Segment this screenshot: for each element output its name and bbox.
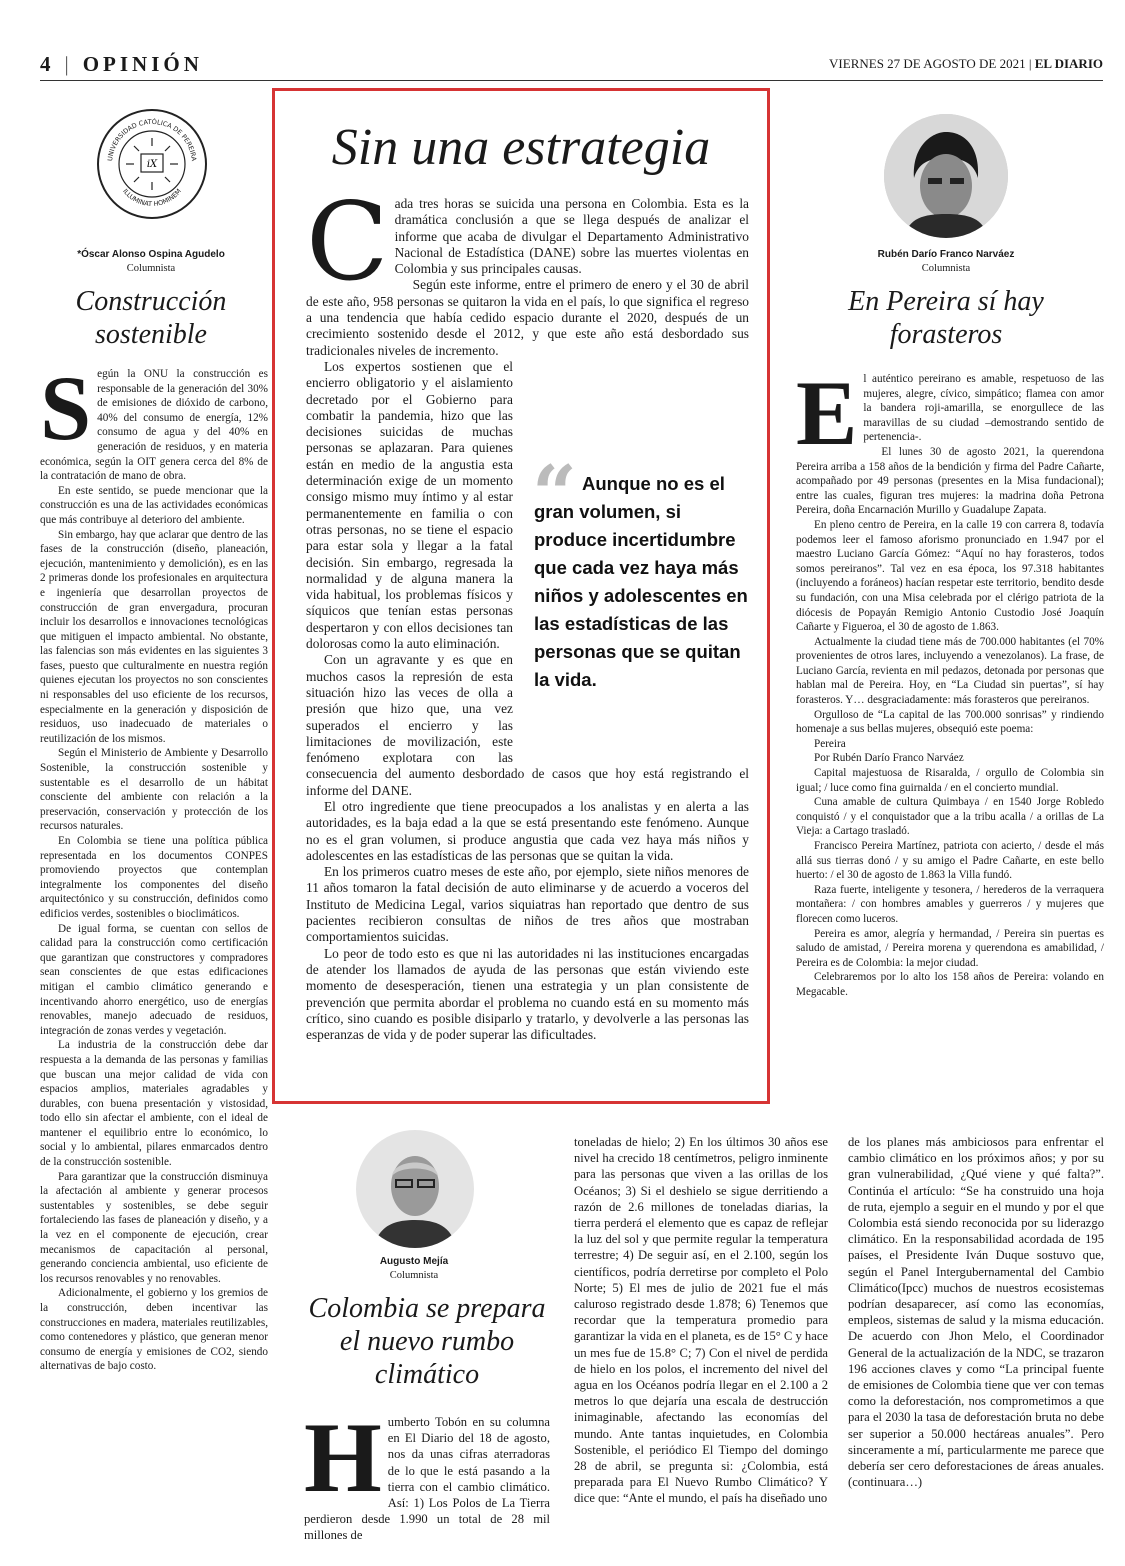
left-role: Columnista: [126, 263, 176, 274]
newspaper-name: EL DIARIO: [1034, 56, 1103, 71]
paragraph: Cuna amable de cultura Quimbaya / en 1540 Jorge Robledo conquistó / y el conquistador que a la tribu acalla / a orillas de La Vieja: a Cartago trasladó.: [796, 796, 1104, 838]
left-title: Construcción sostenible: [75, 286, 227, 350]
bottom-col2: toneladas de hielo; 2) En los últimos 30 años ese nivel ha crecido 18 centímetros, peligro inminente para las personas que viven a las orillas de los Océanos; 3) Si el deshielo se sigue derritiendo a razón de 2.6 millones de toneladas diarias, la tierra perderá el elemento que es capaz de reflejar la luz del sol y que permite regular la temperatura terrestre; 4) De seguir así, en el 2.100, según los científicos, podría derretirse por completo el Polo Norte; 5) El mes de julio de 2021 fue el más caluroso registrado desde 1.878; 6) Tenemos que recordar que la temperatura promedio para garantizar la vida en el planeta, es de 15° C y hace un mes fue de 15.8° C; 7) Con el nivel de perdida de hielo en los polos, el incremento del nivel del agua en los Océanos podría llegar en el 2.100 a 2 metros lo que dejaría una escala de destrucción inimaginable, afectando las economías del mundo. Ante tantas inquietudes, en Colombia Sostenible, el periódico El Tiempo del domingo 28 de abril, se pregunta si: ¿Colombia, está preparada para El Nuevo Rumbo Climático? Y dice que: “Ante el mundo, el país ha diseñado uno: [574, 1135, 828, 1506]
paragraph: Para garantizar que la construcción disminuya la afectación al ambiente y generar procesos sustentables y sostenibles, se debe seguir fortaleciendo las fases de planeación y diseño, y a la vez en el componente de ejecución, crear mecanismos de capacitación al personal, generando conciencia ambiental, uso eficiente de los recursos renovables y no renovables.: [40, 1170, 268, 1285]
bottom-dropcap: H: [304, 1402, 382, 1513]
bottom-title: Colombia se prepara el nuevo rumbo climático: [308, 1293, 546, 1390]
header-divider: |: [64, 52, 73, 76]
page-number: 4: [40, 52, 55, 76]
paragraph: El lunes 30 de agosto 2021, la querendona Pereira arriba a 158 años de la bendición y firma del Padre Cañarte, acompañado por 49 personas (presentes en la Misa fundacional); entre las cuales, figuran tres mujeres: la madrina doña Petrona Pereira, doña Encarnación Murillo y Guadalupe Zapata.: [796, 445, 1104, 517]
paragraph: El otro ingrediente que tiene preocupados a los analistas y en alerta a las autoridades, es la baja edad a la que se está presentando este fenómeno. Aunque no es el gran volumen, si produce angustia que cada vez haya más niños y adolescentes en las estadísticas de las personas que se quitan la vida.: [306, 798, 749, 863]
paragraph: De igual forma, se cuentan con sellos de calidad para la construcción como certificación que garantizan que constructores y compradores sean conscientes de que estas edificaciones mitigan el cambio climático generando e incentivando ahorro energético, uso de energías renovables, manejo adecuado de residuos, integración de zonas verdes y vegetación.: [40, 922, 268, 1037]
header-rule: [40, 80, 1103, 81]
paragraph: Sin embargo, hay que aclarar que dentro de las fases de la construcción (diseño, planeación, ejecución, mantenimiento y demolición), es en las 2 primeras donde los profesionales en arquitectura e ingeniería que desarrollan proyectos de construcción de gran envergadura, procuran incluir los desarrollos e innovaciones tecnológicas que mitiguen el impacto ambiental. No obstante, las falencias son más evidentes en las siguientes 3 fases, puesto que culturalmente en nuestra región quienes ejecutan los proyectos no son conscientes ni responsables del uso eficiente de los recursos, especialmente en la generación y disposición de residuos, uso inadecuado de materiales o reutilización de los mismos.: [40, 528, 268, 745]
paragraph: Francisco Pereira Martínez, patriota con acierto, / desde el más allá sus tierras donó / y su amigo el Padre Cañarte, en este bello huerto: / el 30 de agosto de 1.863 la Villa fundó.: [796, 840, 1104, 882]
paragraph: En los primeros cuatro meses de este año, por ejemplo, siete niños menores de 11 años tomaron la fatal decisión de auto eliminarse y de acuerdo a voceros del Instituto de Medicina Legal, varios siquiatras han reportado que dentro de sus pacientes recibieron consultas de niños de tres años que mostraban comportamientos suicidas.: [306, 864, 749, 945]
paragraph: Según este informe, entre el primero de enero y el 30 de abril de este año, 958 personas se quitaron la vida en el país, lo que significa el regreso a una tendencia que había cedido espacio durante el 2020, después de un crecimiento sostenido desde el 2012, y que este año está desbordado sus tradicionales niveles de incremento.: [306, 277, 749, 358]
bottom-col3: de los planes más ambiciosos para enfrentar el cambio climático en los próximos años; y por su gran vulnerabilidad, ¿Qué viene y qué falta?”. Continúa el artículo: “Se ha construido una hoja de ruta, ejemplo a seguir en el mundo y por el que Colombia está siendo reconocida por su liderazgo climático. En la responsabilidad acordada de 195 países, el Presidente Iván Duque sostuvo que, según el Panel Intergubernamental del Cambio Climático(Ipcc) muchos de nuestros ecosistemas podrían desaparecer, así como las economías, empleos, sistemas de salud y la misma educación. De acuerdo con Jhon Melo, el Coordinador General de la actualización de la NDC, se trazaron 196 acciones claves y como “La principal fuente de emisiones de Colombia tiene que ver con temas como la deforestación, nos comprometimos a que para el 2030 la tasa de deforestación bruta no debe ser superior a 50.000 hectáreas anuales”. Pero sinceramente a mí, particularmente me parece que debería ser cero deforestaciones de áreas anuales. (continuara…): [848, 1135, 1104, 1490]
paragraph: Los expertos sostienen que el encierro obligatorio y el aislamiento decretado por el Gobierno para combatir la pandemia, hizo que las decisiones suicidas de muchas personas se aplazaran. Para quienes están en medio de la angustia esta determinación exige de un momento consigo mismo muy íntimo y al estar permanentemente en familia o con otras personas, no se tiene el espacio para estar sola y llegar a la fatal decisión. Sin embargo, regresada la normalidad y de alguna manera la vida habitual, los problemas físicos y síquicos que tenían estas personas despertaron y con ellos decisiones tan dolorosas como la auto eliminación.: [306, 358, 513, 652]
quote-mark-icon: “: [532, 449, 577, 540]
paragraph: Actualmente la ciudad tiene más de 700.000 habitantes (el 70% provenientes de otros lares, incluyendo a venezolanos). La frase, de Luciano García, revienta en mil pedazos, detonada por personas que hablan mal de Pereira. Hoy, en “La Ciudad sin puertas”, sí hay forasteros. Y… desgraciadamente: más forasteros que pereiranos.: [796, 635, 1104, 707]
paragraph: Celebraremos por lo alto los 158 años de Pereira: volando en Megacable.: [796, 971, 1104, 998]
left-author: *Óscar Alonso Ospina Agudelo: [77, 249, 225, 260]
paragraph: Lo peor de todo esto es que ni las autoridades ni las instituciones encargadas de atender los llamados de ayuda de las personas que están viviendo este momento de desesperación, tienen una estrategia y un plan consistente de prevención que permita abordar el problema no cuando está en su momento más crítico, sino cuando es posible disiparlo y tratarlo, y devolverle a las personas las esperanzas de vida y de poder superar las dificultades.: [306, 945, 749, 1043]
paragraph: Orgulloso de “La capital de las 700.000 sonrisas” y rindiendo homenaje a sus bellas mujeres, obsequió este poema:: [796, 708, 1104, 736]
paragraph: Con un agravante y es que en muchos casos la represión de esta situación hizo las veces de olla a presión que hizo que, una vez superados el encierro y las limitaciones de movilización, este fenómeno explotara con las consecuencia del aumento desbordado de casos que hoy está registrando el informe del DANE.: [306, 652, 749, 798]
left-byline: [40, 248, 262, 276]
paragraph: En Colombia se tiene una política pública representada en los documentos CONPES promoviendo proyectos que contemplan integralmente los componentes del diseño arquitectónico y su construcción, definidos como edificios verdes, sostenibles o bioclimáticos.: [40, 835, 268, 920]
bottom-col1: Humberto Tobón en su columna en El Diario del 18 de agosto, nos da unas cifras aterradoras de lo que le está pasando a la tierra con el cambio climático. Así: 1) Los Polos de La Tierra perdieron desde 1.990 un total de 28 mil millones de: [304, 1402, 550, 1543]
paragraph: ada tres horas se suicida una persona en Colombia. Esta es la dramática conclusión a que se llega después de analizar el informe que acaba de divulgar el Departamento Administrativo Nacional de Estadística (DANE) sobre las muertes violentas en Colombia y sus principales causas.: [394, 196, 749, 277]
paragraph: En pleno centro de Pereira, en la calle 19 con carrera 8, todavía podemos leer el famoso aforismo pronunciado en 1.947 por el maestro Luciano García Gómez: “Aquí no hay forasteros, todos somos pereiranos”. Tal vez en esa época, los 97.318 habitantes (incluyendo a foráneos) hacían respetar este territorio, bendito desde su fundación, con una Misa celebrada por el clérigo patriota de la diócesis de Popayán Remigio Antonio Custodio José Joaquín Cañarte y Figueroa, el 30 de agosto de 1.863.: [796, 518, 1104, 634]
paragraph: Adicionalmente, el gobierno y los gremios de la construcción, deben incentivar las construcciones en madera, materiales reutilizables, como contenedores y plástico, que generan menor consumo de energía y emisiones de CO2, siendo alternativas de bajo costo.: [40, 1287, 268, 1373]
right-byline: [844, 248, 1048, 276]
paragraph: Raza fuerte, inteligente y tesonera, / herederos de la verraquera montañera: / con hombres amables y guerreros / y mujeres que florecen como luceros.: [796, 883, 1104, 925]
svg-text:UNIVERSIDAD CATÓLICA DE PEREIR: UNIVERSIDAD CATÓLICA DE PEREIRA: [106, 117, 198, 162]
left-dropcap: S: [40, 357, 92, 459]
bottom-author-photo: [356, 1130, 474, 1248]
right-author: Rubén Darío Franco Narváez: [877, 249, 1015, 260]
right-author-photo: [884, 114, 1008, 238]
paragraph: Pereira: [814, 737, 846, 750]
svg-text:ILLUMINAT HOMINEM: ILLUMINAT HOMINEM: [121, 187, 183, 209]
page-header-right: VIERNES 27 DE AGOSTO DE 2021 | EL DIARIO: [829, 56, 1103, 71]
right-title: En Pereira sí hay forasteros: [848, 286, 1044, 350]
paragraph: egún la ONU la construcción es responsable de la generación del 30% de emisiones de dióxido de carbono, 40% del consumo de energía, 12% consumo de agua y del 40% en generación de residuos, y en materia económica, según la OIT genera cerca del 8% de la contratación de mano de obra.: [40, 368, 268, 483]
paragraph: Por Rubén Darío Franco Narváez: [814, 752, 964, 765]
main-dropcap: C: [306, 180, 389, 305]
paragraph: La industria de la construcción debe dar respuesta a la demanda de las personas y familias que buscan una mejor calidad de vida con espacios amplios, materiales agradables y durables, con buena presentación y vistosidad, todo ello sin afectar el ambiente, con el ideal de mantener el equilibrio entre lo económico, lo social y lo ambiental, pilares enmarcados dentro de la construcción sostenible.: [40, 1039, 268, 1169]
university-logo: [96, 108, 208, 220]
main-title: Sin una estrategia: [331, 119, 711, 176]
left-article-body: [40, 357, 268, 1374]
right-article-body: [796, 362, 1104, 1000]
right-dropcap: E: [796, 362, 858, 464]
bottom-byline: [314, 1255, 514, 1283]
paragraph: l auténtico pereirano es amable, respetuoso de las mujeres, alegre, cívico, simpático; flamea con amor la bandera roji-amarilla, se enorgullece de las maravillas de su ciudad –demostrando sentido de pertenencia-.: [863, 373, 1104, 444]
bottom-role: Columnista: [389, 1270, 439, 1281]
issue-date: VIERNES 27 DE AGOSTO DE 2021: [829, 56, 1026, 71]
page-header-left: [40, 52, 203, 77]
svg-text:iX: iX: [146, 159, 158, 170]
paragraph: Según el Ministerio de Ambiente y Desarrollo Sostenible, la construcción sostenible y sustentable es el desarrollo de un hábitat consciente del ambiente con relación a la preservación, conservación y protección de los recursos naturales.: [40, 747, 268, 833]
paragraph: En este sentido, se puede mencionar que la construcción es una de las actividades económicas que más contribuye al deterioro del ambiente.: [40, 484, 268, 526]
paragraph: Pereira es amor, alegría y hermandad, / Pereira sin puertas es saludo de amistad, / Pereira morena y querendona es amabilidad, / Pereira es de Colombia: la mejor ciudad.: [796, 927, 1104, 969]
right-role: Columnista: [921, 263, 971, 274]
pull-quote: Aunque no es el gran volumen, si produce incertidumbre que cada vez haya más niños y adolescentes en las estadísticas de las personas que se quitan la vida.: [534, 473, 748, 690]
bottom-author: Augusto Mejía: [379, 1256, 449, 1267]
paragraph: Capital majestuosa de Risaralda, / orgullo de Colombia sin igual; / luce como fina guirnalda / en el concierto mundial.: [796, 767, 1104, 794]
section-name: OPINIÓN: [82, 52, 203, 76]
